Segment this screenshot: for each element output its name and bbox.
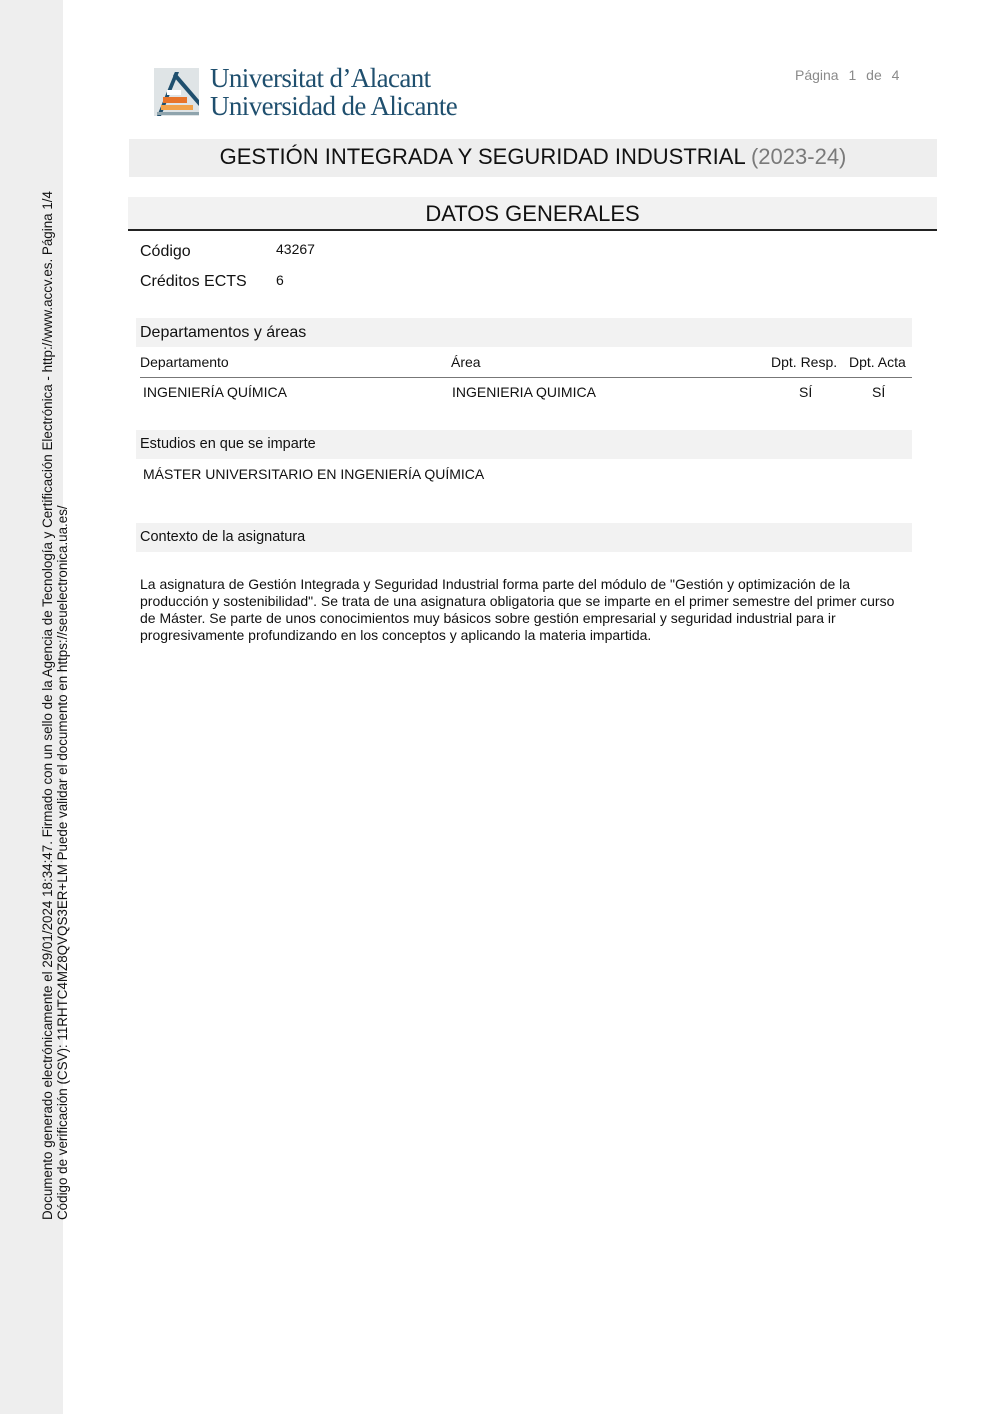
page-total: 4 [891,67,900,83]
page-label: Página [795,67,839,83]
signature-watermark [40,191,70,1220]
logo-text-valencian: Universitat d’Alacant [210,63,431,93]
course-title [129,139,937,177]
course-name: GESTIÓN INTEGRADA Y SEGURIDAD INDUSTRIAL [219,144,745,169]
col-header-dpt-resp: Dpt. Resp. [771,354,838,370]
course-year: (2023-24) [750,144,847,169]
col-header-departamento: Departamento [140,354,229,370]
university-emblem-icon [153,66,201,118]
signature-line-2: Código de verificación (CSV): 11RHTC4MZ8QVQS3ER+LM Puede validar el documento en https://seuelectronica.ua.es/ [55,505,70,1220]
section-heading-datos-generales: DATOS GENERALES [128,197,937,231]
contexto-text: La asignatura de Gestión Integrada y Seguridad Industrial forma parte del módulo de "Gestión y optimización de la producción y sostenibilidad". Se trata de una asignatura obligatoria que se imparte en el primer semestre del primer curso de Máster. Se parte de unos conocimientos muy básicos sobre gestión empresarial y seguridad industrial para ir progresivamente profundizando en los conceptos y aplicando la materia impartida. [140,576,895,643]
page-of: de [866,67,882,83]
codigo-value: 43267 [276,241,315,257]
signature-line-1: Documento generado electrónicamente el 29/01/2024 18:34:47. Firmado con un sello de la Agencia de Tecnología y Certificación Electrónica - http://www.accv.es. Página 1/4 [40,191,55,1220]
page-indicator [795,67,905,83]
cell-area: INGENIERIA QUIMICA [452,384,596,400]
cell-dpt-resp: SÍ [799,384,813,400]
contexto-heading: Contexto de la asignatura [136,523,912,552]
estudios-heading: Estudios en que se imparte [136,430,912,459]
estudio-item: MÁSTER UNIVERSITARIO EN INGENIERÍA QUÍMICA [143,466,485,482]
cell-departamento: INGENIERÍA QUÍMICA [143,384,287,400]
col-header-area: Área [451,354,481,370]
creditos-value: 6 [276,272,284,288]
creditos-label: Créditos ECTS [140,273,247,290]
col-header-dpt-acta: Dpt. Acta [849,354,906,370]
university-logo [153,63,458,122]
page-current: 1 [848,67,857,83]
cell-dpt-acta: SÍ [872,384,886,400]
codigo-label: Código [140,243,191,260]
table-header-rule [140,377,912,378]
logo-text-spanish: Universidad de Alicante [210,91,458,121]
departamentos-heading: Departamentos y áreas [136,318,912,347]
